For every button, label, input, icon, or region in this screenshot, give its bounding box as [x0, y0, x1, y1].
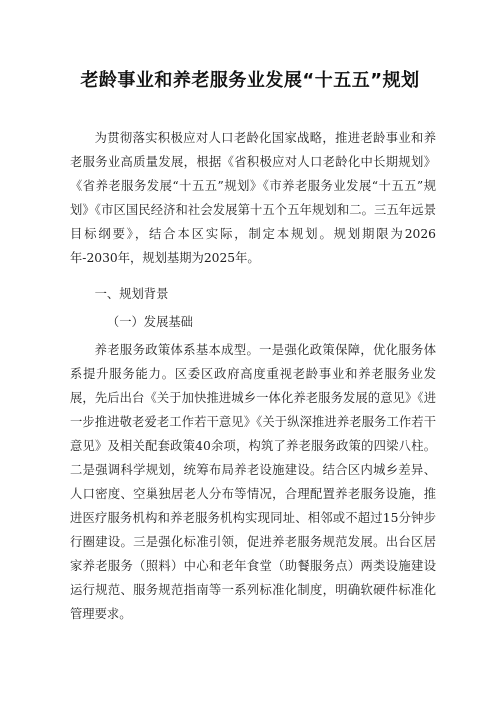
document-title: 老龄事业和养老服务业发展“十五五”规划: [80, 70, 420, 91]
section-heading: 一、规划背景: [94, 287, 169, 301]
intro-paragraph: 为贯彻落实积极应对人口老龄化国家战略，推进老龄事业和养老服务业高质量发展，根据《省积极应对人口老龄化中长期规划》《省养老服务发展“十五五”规划》《市养老服务业发展“十五五”规划》《市区国民经济和社会发展第十五个五年规划和二。三五年远景目标纲要》，结合本区实际，制定本规划。规划期限为2026年-2030年，规划基期为2025年。: [70, 131, 436, 265]
subsection-heading-block: [70, 310, 436, 334]
intro-paragraph-block: [70, 126, 436, 270]
section-heading-block: [70, 282, 436, 306]
body-paragraph: 养老服务政策体系基本成型。一是强化政策保障，优化服务体系提升服务能力。区委区政府高度重视老龄事业和养老服务业发展，先后出台《关于加快推进城乡一体化养老服务发展的意见》《进一步推进敬老爱老工作若干意见》《关于纵深推进养老服务工作若干意见》及相关配套政策40余项，构筑了养老服务政策的四梁八柱。二是强调科学规划，统筹布局养老设施建设。结合区内城乡差异、人口密度、空巢独居老人分布等情况，合理配置养老服务设施，推进医疗服务机构和养老服务机构实现同址、相邻或不超过15分钟步行圈建设。三是强化标准引领，促进养老服务规范发展。出台区居家养老服务（照料）中心和老年食堂（助餐服务点）两类设施建设运行规范、服务规范指南等一系列标准化制度，明确软硬件标准化管理要求。: [70, 343, 436, 621]
subsection-heading: （一）发展基础: [106, 315, 193, 329]
body-paragraph-block: [70, 338, 436, 626]
